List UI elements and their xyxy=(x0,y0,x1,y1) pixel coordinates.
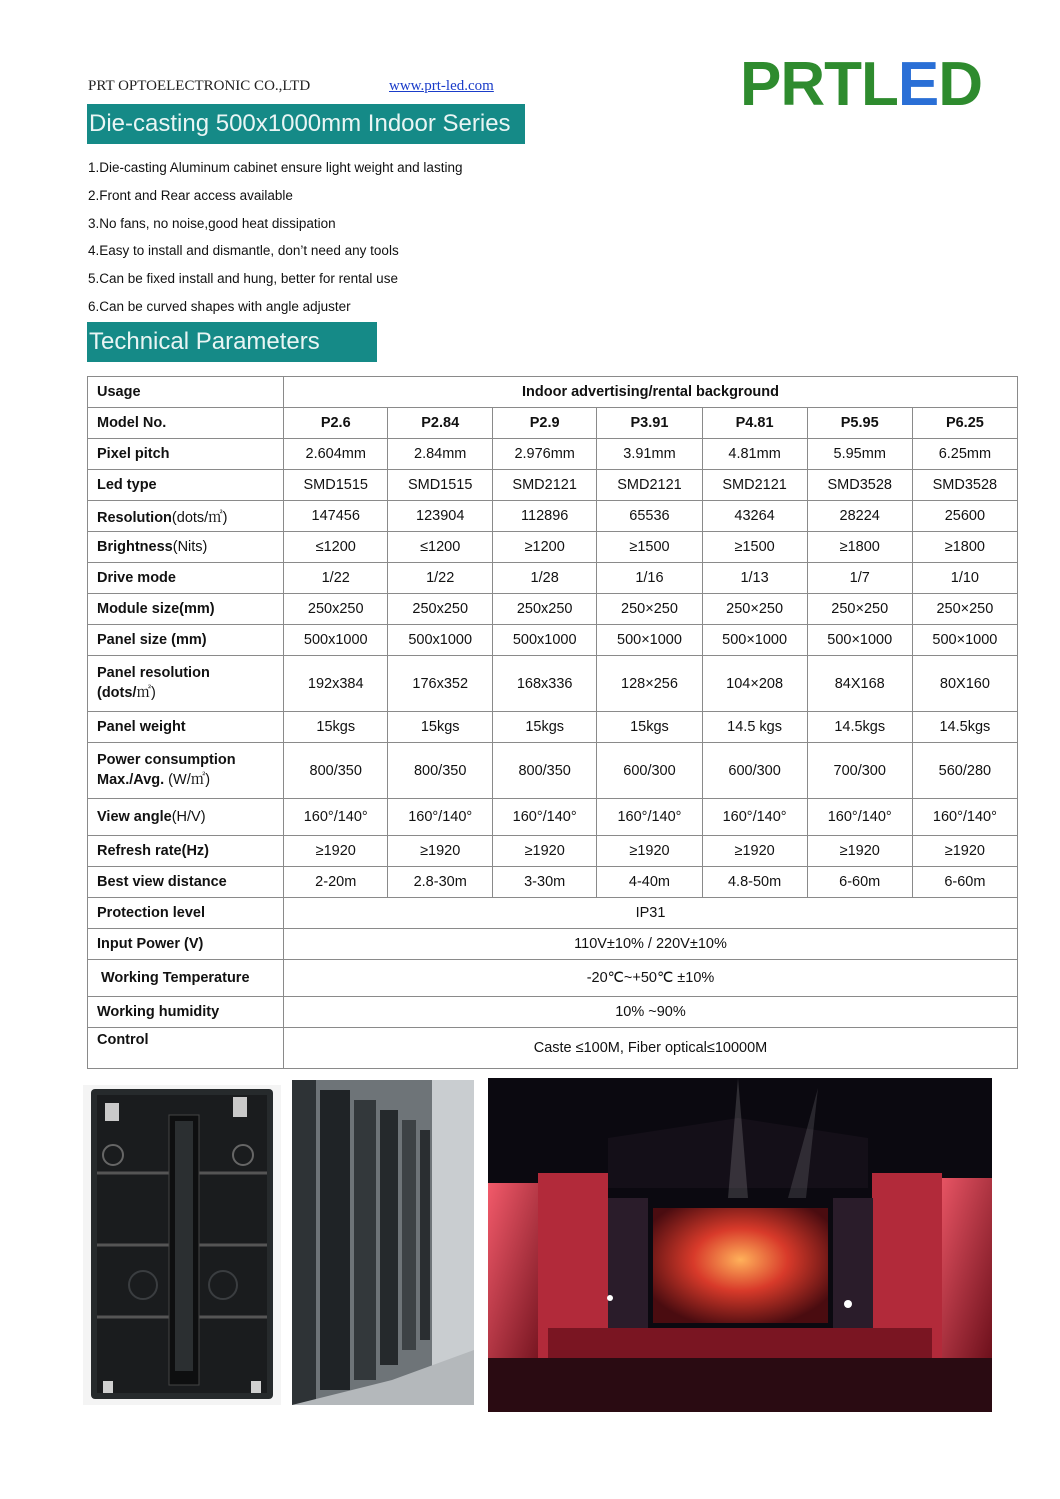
table-cell: 250×250 xyxy=(702,594,807,625)
row-label: Power consumption Max./Avg. (W/㎡) xyxy=(88,743,284,799)
table-row xyxy=(88,439,1018,470)
table-cell: 104×208 xyxy=(702,656,807,712)
table-cell: ≥1920 xyxy=(702,836,807,867)
table-row xyxy=(88,532,1018,563)
table-cell: 84X168 xyxy=(807,656,912,712)
table-cell: 14.5kgs xyxy=(807,712,912,743)
table-cell: 3.91mm xyxy=(597,439,702,470)
table-cell: 2.604mm xyxy=(284,439,388,470)
table-row xyxy=(88,594,1018,625)
table-row xyxy=(88,743,1018,799)
table-cell: 250×250 xyxy=(597,594,702,625)
table-cell: P2.9 xyxy=(492,408,596,439)
row-label: Refresh rate(Hz) xyxy=(88,836,284,867)
table-cell: ≥1500 xyxy=(597,532,702,563)
table-cell: 500x1000 xyxy=(492,625,596,656)
row-label: View angle(H/V) xyxy=(88,799,284,836)
table-cell: 160°/140° xyxy=(702,799,807,836)
table-cell: 2.8-30m xyxy=(388,867,492,898)
table-cell: ≥1920 xyxy=(284,836,388,867)
table-cell: 1/22 xyxy=(388,563,492,594)
table-cell: 560/280 xyxy=(912,743,1017,799)
table-cell: 15kgs xyxy=(597,712,702,743)
table-cell: SMD3528 xyxy=(912,470,1017,501)
table-cell: 160°/140° xyxy=(492,799,596,836)
table-cell: 160°/140° xyxy=(284,799,388,836)
table-cell: 600/300 xyxy=(597,743,702,799)
table-cell: ≥1920 xyxy=(388,836,492,867)
table-cell: 15kgs xyxy=(388,712,492,743)
table-cell: 10% ~90% xyxy=(284,997,1018,1028)
stacked-panels-photo xyxy=(292,1080,474,1405)
feature-item: 6.Can be curved shapes with angle adjuster xyxy=(88,298,351,314)
table-cell: 147456 xyxy=(284,501,388,532)
table-cell: ≥1500 xyxy=(702,532,807,563)
table-cell: 5.95mm xyxy=(807,439,912,470)
technical-parameters-title: Technical Parameters xyxy=(87,322,377,362)
feature-list xyxy=(88,158,462,325)
table-cell: 160°/140° xyxy=(807,799,912,836)
table-cell: ≥1920 xyxy=(597,836,702,867)
table-row xyxy=(88,563,1018,594)
table-cell: 14.5kgs xyxy=(912,712,1017,743)
table-cell: 3-30m xyxy=(492,867,596,898)
row-label: Panel resolution (dots/㎡) xyxy=(88,656,284,712)
table-cell: 6-60m xyxy=(807,867,912,898)
table-cell: 500×1000 xyxy=(807,625,912,656)
table-row xyxy=(88,867,1018,898)
table-row xyxy=(88,836,1018,867)
table-row xyxy=(88,997,1018,1028)
feature-item: 3.No fans, no noise,good heat dissipation xyxy=(88,215,336,231)
company-name: PRT OPTOELECTRONIC CO.,LTD xyxy=(88,78,311,94)
table-cell: 168x336 xyxy=(492,656,596,712)
table-cell: 14.5 kgs xyxy=(702,712,807,743)
table-cell: 2.976mm xyxy=(492,439,596,470)
table-cell: P4.81 xyxy=(702,408,807,439)
row-label: Panel weight xyxy=(88,712,284,743)
table-cell: 2.84mm xyxy=(388,439,492,470)
table-cell: 1/13 xyxy=(702,563,807,594)
table-cell: 25600 xyxy=(912,501,1017,532)
row-label: Brightness(Nits) xyxy=(88,532,284,563)
table-cell: 123904 xyxy=(388,501,492,532)
table-cell: 250x250 xyxy=(388,594,492,625)
table-row xyxy=(88,712,1018,743)
table-cell: 4.8-50m xyxy=(702,867,807,898)
table-cell: IP31 xyxy=(284,898,1018,929)
feature-item: 4.Easy to install and dismantle, don’t need any tools xyxy=(88,243,399,259)
table-cell: 250x250 xyxy=(284,594,388,625)
feature-item: 1.Die-casting Aluminum cabinet ensure light weight and lasting xyxy=(88,160,463,175)
table-cell: 500x1000 xyxy=(284,625,388,656)
table-cell: 160°/140° xyxy=(597,799,702,836)
table-cell: ≥1920 xyxy=(807,836,912,867)
table-cell: 250×250 xyxy=(807,594,912,625)
table-cell: P5.95 xyxy=(807,408,912,439)
feature-item: 2.Front and Rear access available xyxy=(88,187,293,203)
table-cell: 800/350 xyxy=(492,743,596,799)
row-label: Working humidity xyxy=(88,997,284,1028)
table-row xyxy=(88,929,1018,960)
table-row xyxy=(88,898,1018,929)
table-cell: 500×1000 xyxy=(912,625,1017,656)
table-row xyxy=(88,960,1018,997)
row-label: Panel size (mm) xyxy=(88,625,284,656)
table-cell: 1/16 xyxy=(597,563,702,594)
table-row xyxy=(88,501,1018,532)
table-cell: 112896 xyxy=(492,501,596,532)
series-title: Die-casting 500x1000mm Indoor Series xyxy=(87,104,525,144)
table-row xyxy=(88,625,1018,656)
table-cell: 4-40m xyxy=(597,867,702,898)
table-cell: ≤1200 xyxy=(388,532,492,563)
row-label: Module size(mm) xyxy=(88,594,284,625)
table-cell: 110V±10% / 220V±10% xyxy=(284,929,1018,960)
feature-item: 5.Can be fixed install and hung, better for rental use xyxy=(88,271,398,287)
table-cell: 1/28 xyxy=(492,563,596,594)
table-cell: 160°/140° xyxy=(388,799,492,836)
table-cell: 500x1000 xyxy=(388,625,492,656)
table-cell: 80X160 xyxy=(912,656,1017,712)
table-cell: 600/300 xyxy=(702,743,807,799)
row-label: Input Power (V) xyxy=(88,929,284,960)
table-row xyxy=(88,1028,1018,1069)
table-cell: 28224 xyxy=(807,501,912,532)
table-cell: 65536 xyxy=(597,501,702,532)
table-cell: 500×1000 xyxy=(702,625,807,656)
table-cell: 1/7 xyxy=(807,563,912,594)
table-cell: 2-20m xyxy=(284,867,388,898)
usage-value: Indoor advertising/rental background xyxy=(284,377,1018,408)
row-label: Drive mode xyxy=(88,563,284,594)
table-cell: 500×1000 xyxy=(597,625,702,656)
table-cell: 700/300 xyxy=(807,743,912,799)
table-cell: 800/350 xyxy=(388,743,492,799)
table-cell: 43264 xyxy=(702,501,807,532)
table-cell: P3.91 xyxy=(597,408,702,439)
table-cell: ≥1920 xyxy=(492,836,596,867)
table-cell: P2.6 xyxy=(284,408,388,439)
table-row xyxy=(88,799,1018,836)
row-label: Protection level xyxy=(88,898,284,929)
row-label: Resolution(dots/㎡) xyxy=(88,501,284,532)
usage-label: Usage xyxy=(88,377,284,408)
table-cell: SMD2121 xyxy=(597,470,702,501)
table-cell: 15kgs xyxy=(492,712,596,743)
row-label: Working Temperature xyxy=(88,960,284,997)
row-label: Led type xyxy=(88,470,284,501)
table-cell: 1/10 xyxy=(912,563,1017,594)
table-cell: 1/22 xyxy=(284,563,388,594)
table-cell: SMD2121 xyxy=(492,470,596,501)
table-cell: SMD2121 xyxy=(702,470,807,501)
cabinet-rear-photo xyxy=(83,1085,281,1405)
table-cell: ≥1920 xyxy=(912,836,1017,867)
table-cell: -20℃~+50℃ ±10% xyxy=(284,960,1018,997)
table-cell: SMD3528 xyxy=(807,470,912,501)
prtled-logo: PRTLED xyxy=(740,50,983,119)
table-cell: 250x250 xyxy=(492,594,596,625)
table-cell: ≤1200 xyxy=(284,532,388,563)
table-cell: 160°/140° xyxy=(912,799,1017,836)
row-label: Best view distance xyxy=(88,867,284,898)
table-cell: 6.25mm xyxy=(912,439,1017,470)
website-link[interactable]: www.prt-led.com xyxy=(389,78,494,94)
table-cell: 250×250 xyxy=(912,594,1017,625)
table-cell: 800/350 xyxy=(284,743,388,799)
table-cell: SMD1515 xyxy=(284,470,388,501)
table-row xyxy=(88,408,1018,439)
table-cell: P2.84 xyxy=(388,408,492,439)
table-cell: 128×256 xyxy=(597,656,702,712)
table-cell: 4.81mm xyxy=(702,439,807,470)
table-row xyxy=(88,656,1018,712)
table-cell: 176x352 xyxy=(388,656,492,712)
row-label: Pixel pitch xyxy=(88,439,284,470)
row-label: Model No. xyxy=(88,408,284,439)
table-row xyxy=(88,470,1018,501)
table-cell: ≥1200 xyxy=(492,532,596,563)
table-cell: 192x384 xyxy=(284,656,388,712)
stage-screen-photo xyxy=(488,1078,992,1412)
table-cell: 15kgs xyxy=(284,712,388,743)
table-cell: ≥1800 xyxy=(807,532,912,563)
table-cell: SMD1515 xyxy=(388,470,492,501)
table-cell: Caste ≤100M, Fiber optical≤10000M xyxy=(284,1028,1018,1069)
spec-table xyxy=(87,376,1018,1069)
table-cell: ≥1800 xyxy=(912,532,1017,563)
table-cell: P6.25 xyxy=(912,408,1017,439)
row-label: Control xyxy=(88,1028,284,1069)
table-cell: 6-60m xyxy=(912,867,1017,898)
